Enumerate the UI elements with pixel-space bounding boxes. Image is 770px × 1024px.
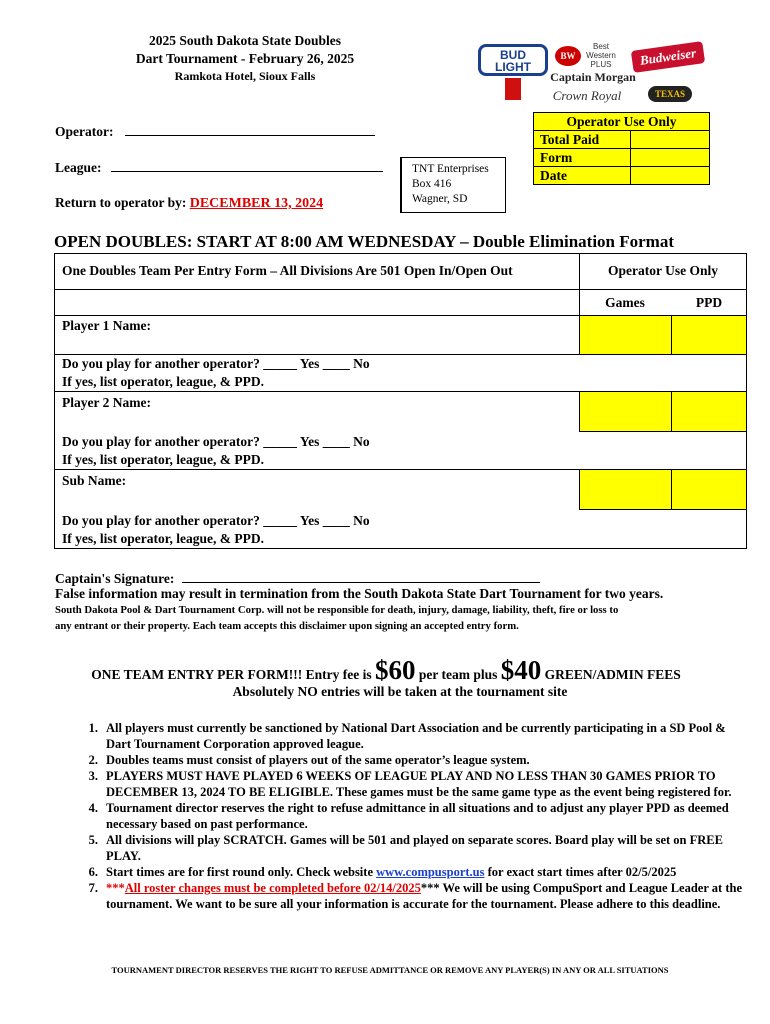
ppd-header: PPD — [695, 295, 723, 310]
list-item: 2. Doubles teams must consist of players out of the same operator’s league system. — [88, 753, 530, 767]
return-label: Return to operator by: — [55, 195, 187, 210]
entry-table — [54, 253, 747, 549]
best-western-logo: BW Best Western PLUS — [555, 40, 620, 70]
player1-ppd[interactable] — [671, 315, 747, 355]
disclaimer-1: South Dakota Pool & Dart Tournament Corp. will not be responsible for death, injury, damage, liability, theft, fire or loss to — [55, 604, 619, 616]
entry-fee-amount: $60 — [374, 655, 416, 685]
compusport-link[interactable]: www.compusport.us — [376, 865, 485, 879]
league-field[interactable] — [55, 159, 383, 176]
footer-notice: TOURNAMENT DIRECTOR RESERVES THE RIGHT TO REFUSE ADMITTANCE OR REMOVE ANY PLAYER(S) IN ANY OR ALL SITUATIONS — [111, 965, 669, 975]
list-item: 4. Tournament director reserves the right to refuse admittance in all situations and to adjust any player PPD as deemed necessary based on past performance. — [88, 801, 729, 831]
sub-name-label: Sub Name: — [62, 473, 127, 488]
sponsor-logos — [470, 40, 710, 108]
operator-label: Operator: — [55, 124, 114, 139]
header-venue: Ramkota Hotel, Sioux Falls — [174, 69, 316, 83]
disclaimer-2: any entrant or their property. Each team accepts this disclaimer upon signing an accepted entry form. — [55, 620, 519, 632]
sub-list: If yes, list operator, league, & PPD. — [62, 531, 264, 546]
operator-field[interactable] — [55, 123, 375, 140]
sub-ppd[interactable] — [671, 469, 747, 510]
captain-label: Captain's Signature: — [55, 571, 175, 586]
captain-signature[interactable] — [55, 570, 540, 587]
player2-name-label: Player 2 Name: — [62, 395, 151, 410]
player1-name-label: Player 1 Name: — [62, 318, 151, 333]
player2-question: Do you play for another operator? _____ Yes ____ No — [62, 434, 370, 449]
address-line: Wagner, SD — [412, 193, 468, 205]
date-value[interactable] — [631, 167, 710, 185]
list-item: 7. ***All roster changes must be completed before 02/14/2025*** We will be using CompuSport and League Leader at the tournament. We want to be sure all your information is accurate for the tournament. Please adhere to this deadline. — [88, 881, 743, 911]
no-entries-notice: Absolutely NO entries will be taken at the tournament site — [232, 684, 568, 699]
header-date: Dart Tournament - February 26, 2025 — [135, 51, 355, 66]
player1-list: If yes, list operator, league, & PPD. — [62, 374, 264, 389]
budweiser-logo: Budweiser — [631, 41, 705, 73]
warning-text: False information may result in termination from the South Dakota State Dart Tournament for two years. — [55, 586, 664, 601]
operator-use-title: Operator Use Only — [534, 113, 710, 131]
bud-light-logo: BUD LIGHT — [478, 44, 548, 76]
form-label: Form — [534, 149, 631, 167]
l-logo — [505, 78, 521, 100]
player2-games[interactable] — [579, 391, 672, 432]
league-line[interactable] — [111, 159, 383, 172]
entry-fee — [0, 655, 770, 686]
header-title: 2025 South Dakota State Doubles — [148, 33, 342, 48]
rules-list — [60, 720, 750, 912]
league-label: League: — [55, 160, 102, 175]
games-header: Games — [605, 295, 645, 310]
list-item: 5. All divisions will play SCRATCH. Games will be 501 and played on separate scores. Board play will be set on FREE PLAY. — [88, 833, 723, 863]
crown-royal-logo: Crown Royal — [552, 88, 622, 103]
operator-line[interactable] — [125, 123, 375, 136]
list-item: 3. PLAYERS MUST HAVE PLAYED 6 WEEKS OF LEAGUE PLAY AND NO LESS THAN 30 GAMES PRIOR TO DECEMBER 13, 2024 TO BE ELIGIBLE. These games must be the same game type as the event being registered for. — [88, 769, 732, 799]
player1-question: Do you play for another operator? _____ Yes ____ No — [62, 356, 370, 371]
address-line: Box 416 — [412, 178, 452, 190]
texas-logo: TEXAS — [648, 86, 692, 102]
list-item: 6. Start times are for first round only. Check website www.compusport.us for exact start times after 02/5/2025 — [88, 865, 677, 879]
fee-text-3: GREEN/ADMIN FEES — [541, 667, 681, 682]
return-date: DECEMBER 13, 2024 — [189, 196, 324, 211]
table-subtitle: One Doubles Team Per Entry Form – All Divisions Are 501 Open In/Open Out — [62, 263, 513, 278]
event-title: OPEN DOUBLES: START AT 8:00 AM WEDNESDAY – Double Elimination Format — [54, 232, 674, 251]
sub-games[interactable] — [579, 469, 672, 510]
return-by — [55, 195, 323, 212]
date-label: Date — [534, 167, 631, 185]
list-item: 1. All players must currently be sanctioned by National Dart Association and be currently participating in a SD Pool & Dart Tournament Corporation approved league. — [88, 721, 726, 751]
operator-use-box — [533, 112, 710, 185]
fee-text-2: per team plus — [415, 667, 501, 682]
sub-question: Do you play for another operator? _____ Yes ____ No — [62, 513, 370, 528]
address-box — [400, 157, 506, 213]
form-value[interactable] — [631, 149, 710, 167]
fee-text-1: ONE TEAM ENTRY PER FORM!!! Entry fee is — [91, 667, 375, 682]
total-paid-value[interactable] — [631, 131, 710, 149]
operator-use-header: Operator Use Only — [608, 263, 718, 278]
total-paid-label: Total Paid — [534, 131, 631, 149]
captain-line[interactable] — [182, 570, 540, 583]
player2-ppd[interactable] — [671, 391, 747, 432]
admin-fee-amount: $40 — [500, 655, 542, 685]
address-line: TNT Enterprises — [412, 163, 489, 175]
player2-list: If yes, list operator, league, & PPD. — [62, 452, 264, 467]
player1-games[interactable] — [579, 315, 672, 355]
roster-deadline: All roster changes must be completed before 02/14/2025 — [124, 881, 421, 895]
captain-morgan-logo: Captain Morgan — [550, 70, 636, 84]
